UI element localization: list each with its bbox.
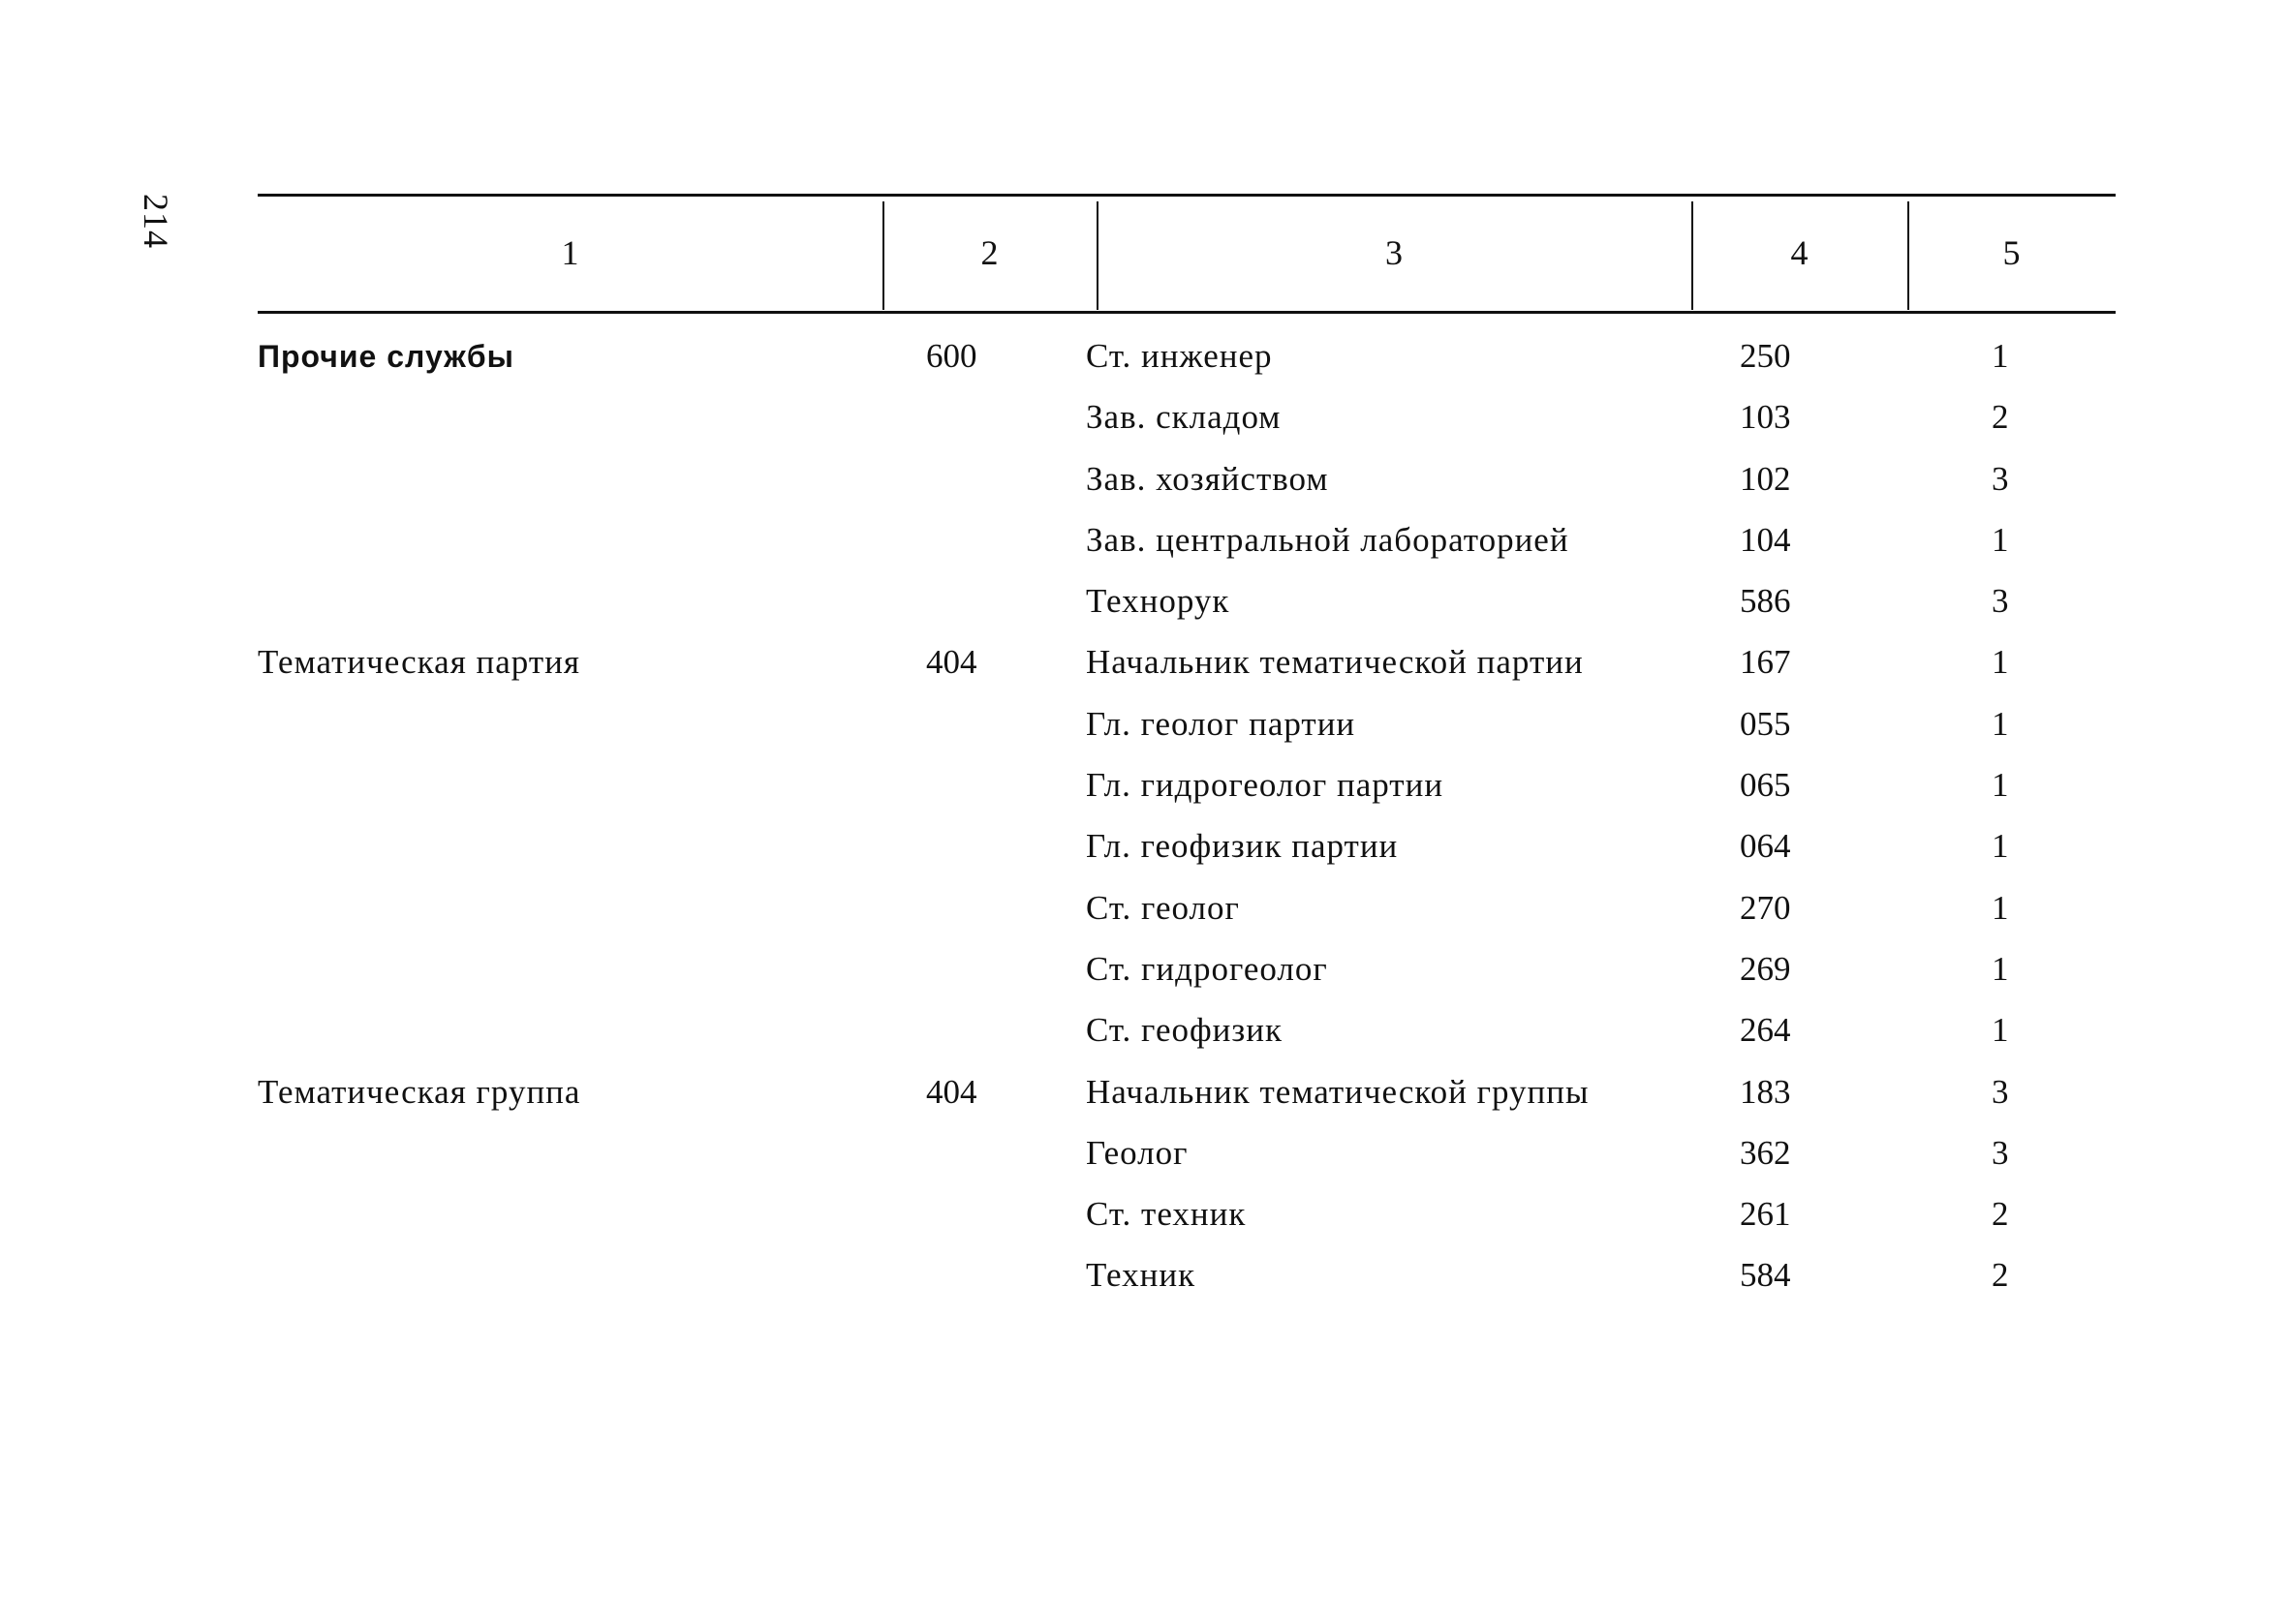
table-row xyxy=(258,887,2116,948)
table-row xyxy=(258,458,2116,519)
cell-position-code: 250 xyxy=(1740,337,1791,375)
cell-position: Зав. центральной лабораторией xyxy=(1086,520,1569,559)
cell-position: Ст. техник xyxy=(1086,1195,1247,1234)
header-col-4: 4 xyxy=(1790,233,1809,272)
cell-position-code: 167 xyxy=(1740,643,1791,682)
table-row xyxy=(258,1254,2116,1315)
table-row xyxy=(258,396,2116,457)
header-col-5: 5 xyxy=(2002,233,2021,272)
cell-group-code: 404 xyxy=(926,1072,977,1111)
table-row xyxy=(258,1132,2116,1193)
table-row xyxy=(258,519,2116,580)
cell-count: 2 xyxy=(1992,398,2009,437)
cell-position-code: 183 xyxy=(1740,1072,1791,1111)
table-header-rule xyxy=(258,311,2116,314)
cell-position-code: 064 xyxy=(1740,827,1791,866)
cell-service-group: Тематическая группа xyxy=(258,1072,581,1111)
cell-count: 1 xyxy=(1992,337,2009,375)
table-top-rule xyxy=(258,194,2116,197)
cell-count: 1 xyxy=(1992,704,2009,743)
cell-count: 1 xyxy=(1992,520,2009,559)
cell-service-group: Прочие службы xyxy=(258,339,514,374)
cell-count: 1 xyxy=(1992,888,2009,927)
cell-count: 3 xyxy=(1992,582,2009,621)
cell-position-code: 270 xyxy=(1740,888,1791,927)
header-col-3: 3 xyxy=(1385,233,1403,272)
cell-position: Зав. складом xyxy=(1086,398,1282,437)
cell-count: 3 xyxy=(1992,459,2009,498)
table-row xyxy=(258,580,2116,641)
table-row xyxy=(258,1071,2116,1132)
cell-position-code: 362 xyxy=(1740,1133,1791,1172)
cell-position: Зав. хозяйством xyxy=(1086,459,1329,498)
cell-count: 2 xyxy=(1992,1256,2009,1295)
cell-count: 1 xyxy=(1992,949,2009,988)
cell-count: 1 xyxy=(1992,766,2009,805)
table-row xyxy=(258,948,2116,1009)
table-row xyxy=(258,1193,2116,1254)
cell-count: 2 xyxy=(1992,1195,2009,1234)
cell-position-code: 104 xyxy=(1740,520,1791,559)
table-row xyxy=(258,641,2116,702)
cell-count: 3 xyxy=(1992,1072,2009,1111)
page-number: 214 xyxy=(137,194,175,249)
cell-count: 1 xyxy=(1992,1011,2009,1050)
table-row xyxy=(258,703,2116,764)
cell-count: 1 xyxy=(1992,827,2009,866)
cell-position-code: 055 xyxy=(1740,704,1791,743)
cell-position: Гл. геолог партии xyxy=(1086,704,1356,743)
cell-position: Ст. геофизик xyxy=(1086,1011,1283,1050)
cell-position-code: 269 xyxy=(1740,949,1791,988)
cell-position: Ст. инженер xyxy=(1086,337,1273,375)
cell-position-code: 065 xyxy=(1740,766,1791,805)
cell-position: Гл. геофизик партии xyxy=(1086,827,1399,866)
cell-count: 1 xyxy=(1992,643,2009,682)
cell-position: Ст. гидрогеолог xyxy=(1086,949,1328,988)
cell-group-code: 600 xyxy=(926,337,977,375)
cell-group-code: 404 xyxy=(926,643,977,682)
cell-position-code: 584 xyxy=(1740,1256,1791,1295)
table-row xyxy=(258,764,2116,825)
cell-service-group: Тематическая партия xyxy=(258,643,580,682)
header-col-1: 1 xyxy=(561,233,579,272)
cell-position: Техник xyxy=(1086,1256,1196,1295)
header-col-2: 2 xyxy=(980,233,999,272)
cell-position: Ст. геолог xyxy=(1086,888,1240,927)
cell-position-code: 103 xyxy=(1740,398,1791,437)
cell-position-code: 261 xyxy=(1740,1195,1791,1234)
cell-position-code: 264 xyxy=(1740,1011,1791,1050)
cell-position: Начальник тематической партии xyxy=(1086,643,1584,682)
cell-position-code: 586 xyxy=(1740,582,1791,621)
table-body xyxy=(258,335,2116,1316)
cell-count: 3 xyxy=(1992,1133,2009,1172)
table-row xyxy=(258,1009,2116,1070)
cell-position: Технорук xyxy=(1086,582,1230,621)
cell-position: Начальник тематической группы xyxy=(1086,1072,1590,1111)
cell-position: Гл. гидрогеолог партии xyxy=(1086,766,1444,805)
table-row xyxy=(258,335,2116,396)
cell-position: Геолог xyxy=(1086,1133,1189,1172)
table-row xyxy=(258,825,2116,886)
cell-position-code: 102 xyxy=(1740,459,1791,498)
